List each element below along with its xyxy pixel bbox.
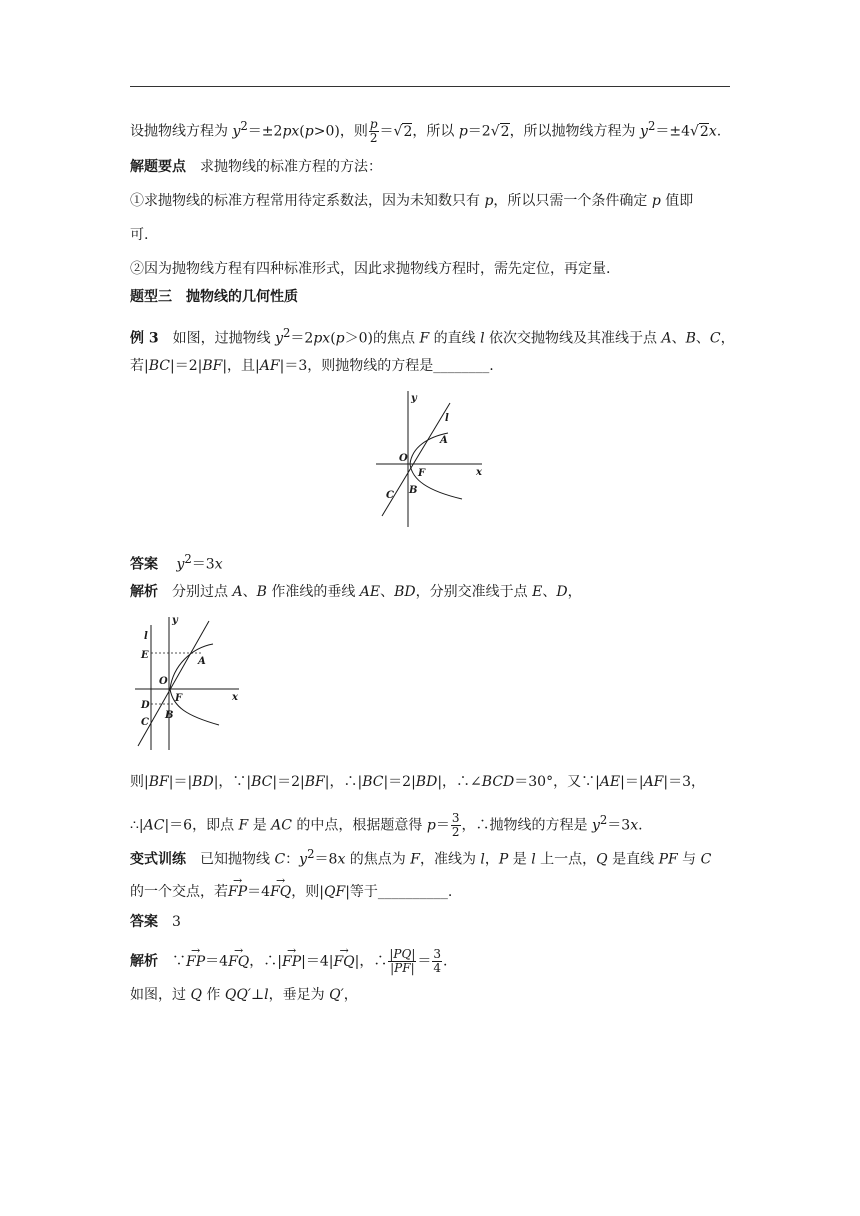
variation-line-2: 的一个交点，若→ FP＝4→ FQ，则|QF|等于__________. xyxy=(130,882,730,902)
parabola-curve xyxy=(410,433,462,499)
fraction-pq-over-pf: $\frac{|PQ|}{|PF|}$ xyxy=(389,947,416,975)
label-O: O xyxy=(159,676,168,687)
variation-line-1: 变式训练 已知抛物线 C：$y^2=8x$ 的焦点为 F，准线为 l，P 是 l 上一点，Q 是直线 PF 与 C xyxy=(130,847,712,868)
solution-3-line-2: 则|BF|＝|BD|，∵|BC|＝2|BF|，∴|BC|＝2|BD|，∴∠BCD＝30°，又∵|AE|＝|AF|＝3， xyxy=(130,774,706,790)
label-O: O xyxy=(399,453,408,464)
label-x: x xyxy=(232,692,238,703)
tips-heading: 解题要点 求抛物线的标准方程的方法： xyxy=(130,159,382,175)
label-F: F xyxy=(175,693,183,704)
label-B: B xyxy=(409,485,418,496)
solution-3-line-1: 解析 分别过点 A、B 作准线的垂线 AE、BD，分别交准线于点 E、D， xyxy=(130,584,582,600)
label-C: C xyxy=(386,490,394,501)
fraction-p-over-2: $\frac{p}{2}$ xyxy=(369,117,378,146)
label-C: C xyxy=(141,717,149,728)
label-A: A xyxy=(440,435,448,446)
label-y: y xyxy=(411,393,417,404)
section-heading: 题型三 抛物线的几何性质 xyxy=(130,289,298,305)
label-l: l xyxy=(144,631,148,642)
parabola-figure-1 xyxy=(370,385,490,530)
tip-1: ①求抛物线的标准方程常用待定系数法，因为未知数只有 p，所以只需一个条件确定 p 值即 xyxy=(130,193,694,209)
label-y: y xyxy=(172,615,178,626)
label-B: B xyxy=(165,710,174,721)
solution-line-1: 设抛物线方程为 $y^2=\pm 2px(p>0)$，则 $\frac{p}{2}$ ＝√2，所以 p＝2√2，所以抛物线方程为 $y^2=\pm 4√2x$. xyxy=(130,117,722,146)
label-D: D xyxy=(141,700,150,711)
example-3-line-1: 例 3 如图，过抛物线 $y^2=2px(p>0)$的焦点 F 的直线 l 依次交抛物线及其准线于点 A、B、C， xyxy=(130,326,735,347)
header-rule xyxy=(130,86,730,87)
tip-1-continued: 可. xyxy=(130,227,149,243)
example-3-line-2: 若|BC|＝2|BF|，且|AF|＝3，则抛物线的方程是________. xyxy=(130,358,494,374)
fraction-3-over-4: $\frac{3}{4}$ xyxy=(433,947,442,975)
solution-4-line-1: 解析 ∵→ FP＝4→ FQ，∴|→ FP|＝4|→ FQ|，∴ $\frac{|PQ|}{|PF|}$ ＝ $\frac{3}{4}$ . xyxy=(130,948,730,975)
label-E: E xyxy=(141,650,149,661)
label-F: F xyxy=(418,468,426,479)
parabola-figure-2 xyxy=(135,612,245,752)
label-l: l xyxy=(445,413,449,424)
fraction-3-over-2: $\frac{3}{2}$ xyxy=(451,811,460,840)
answer-4: 答案 3 xyxy=(130,914,181,930)
tip-2: ②因为抛物线方程有四种标准形式，因此求抛物线方程时，需先定位，再定量. xyxy=(130,261,611,277)
solution-4-line-2: 如图，过 Q 作 QQ′⊥l，垂足为 Q′， xyxy=(130,987,358,1003)
answer-3: 答案 $y^2=3x$ xyxy=(130,552,223,573)
label-A: A xyxy=(198,656,206,667)
solution-3-line-3: ∴|AC|＝6，即点 F 是 AC 的中点，根据题意得 p＝ $\frac{3}{2}$ ，∴抛物线的方程是 $y^2=3x$. xyxy=(130,811,643,840)
parabola-curve xyxy=(170,644,219,725)
label-x: x xyxy=(476,467,482,478)
